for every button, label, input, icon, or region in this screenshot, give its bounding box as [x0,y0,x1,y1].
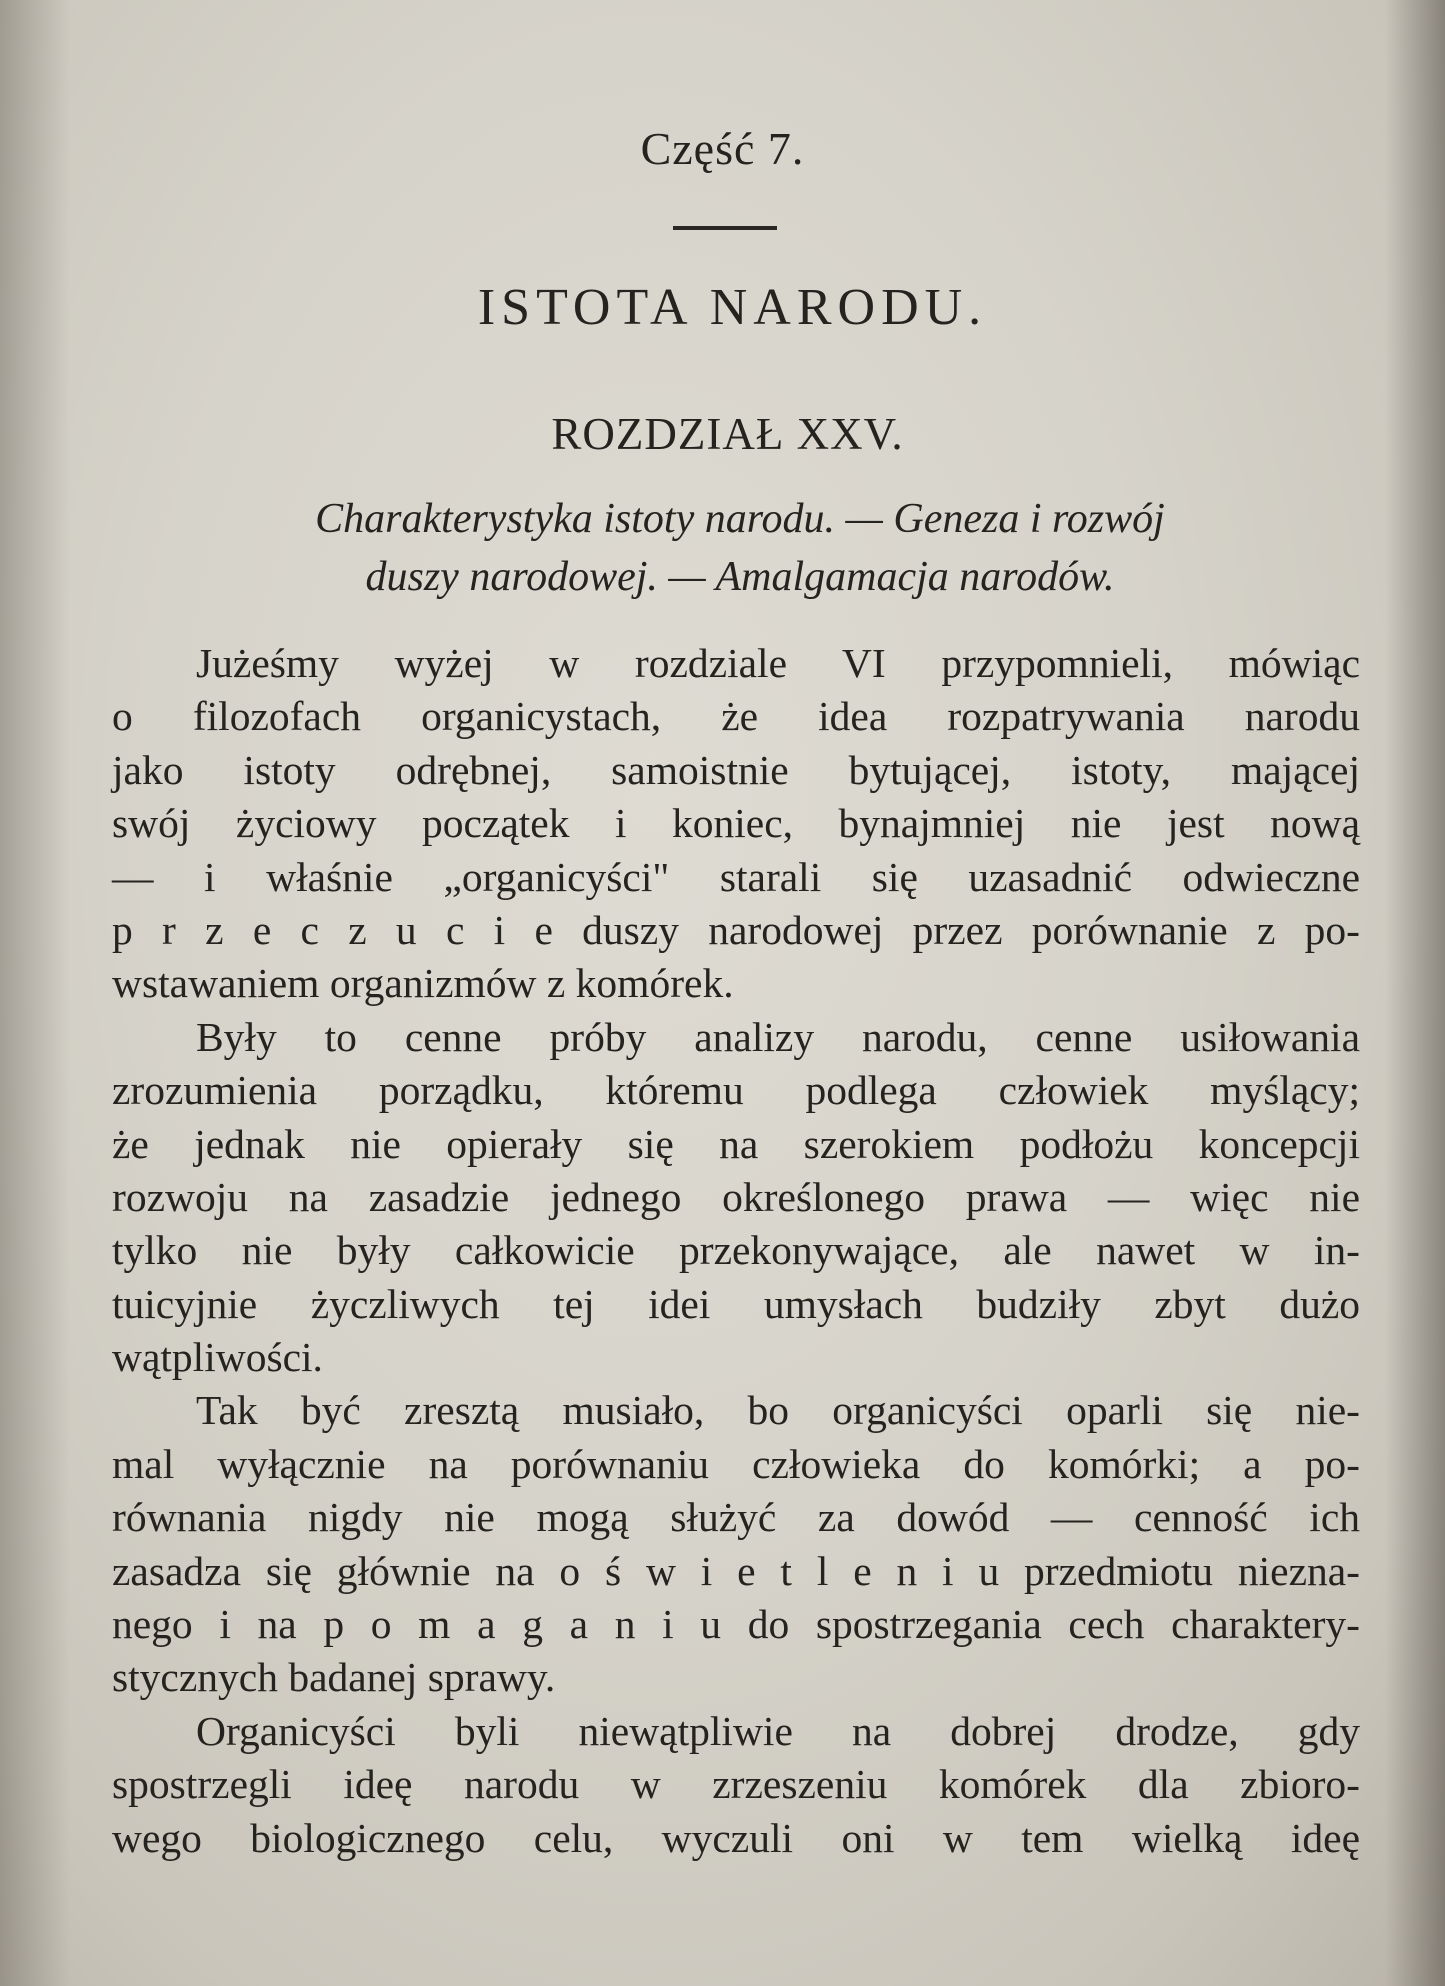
paragraph-first-line: Organicyści byli niewątpliwie na dobrej drodze, gdy [196,1707,1360,1754]
text-line: tuicyjnie życzliwych tej idei umysłach budziły zbyt dużo [112,1280,1360,1327]
body-text [112,637,1360,1865]
text-line: równania nigdy nie mogą służyć za dowód — cenność ich [112,1494,1360,1541]
summary-line: duszy narodowej. — Amalgamacja narodów. [365,554,1115,600]
paragraph-first-line: Tak być zresztą musiało, bo organicyści oparli się nie- [196,1387,1360,1434]
paragraph-first-line: Jużeśmy wyżej w rozdziale VI przypomnieli, mówiąc [196,640,1360,686]
title-divider [673,226,777,230]
paragraph-first-line: Były to cenne próby analizy narodu, cenne usiłowania [196,1013,1360,1060]
text-line: zasadza się głównie na o ś w i e t l e n i u przedmiotu niezna- [112,1547,1360,1594]
part-label: Część 7. [640,123,805,174]
text-line: wego biologicznego celu, wyczuli oni w tem wielką ideę [112,1814,1360,1861]
text-line: — i właśnie „organicyści" starali się uzasadnić odwieczne [112,853,1360,900]
text-line: jako istoty odrębnej, samoistnie bytującej, istoty, mającej [112,746,1360,793]
paragraph-last-line: wstawaniem organizmów z komórek. [112,960,734,1007]
text-line: tylko nie były całkowicie przekonywające, ale nawet w in- [112,1227,1360,1274]
text-line: mal wyłącznie na porównaniu człowieka do komórki; a po- [112,1440,1360,1487]
text-line: że jednak nie opierały się na szerokiem podłożu koncepcji [112,1120,1360,1167]
text-line: p r z e c z u c i e duszy narodowej przez porównanie z po- [112,906,1360,953]
page-title: ISTOTA NARODU. [477,279,988,336]
chapter-heading: ROZDZIAŁ XXV. [551,409,904,459]
paragraph-last-line: stycznych badanej sprawy. [112,1654,556,1701]
text-line: o filozofach organicystach, że idea rozpatrywania narodu [112,693,1360,740]
text-line: spostrzegli ideę narodu w zrzeszeniu komórek dla zbioro- [112,1761,1360,1808]
text-line: rozwoju na zasadzie jednego określonego prawa — więc nie [112,1173,1360,1220]
text-line: nego i na p o m a g a n i u do spostrzegania cech charaktery- [112,1601,1360,1648]
paragraph-last-line: wątpliwości. [112,1334,323,1381]
text-line: swój życiowy początek i koniec, bynajmniej nie jest nową [112,800,1360,847]
summary-line: Charakterystyka istoty narodu. — Geneza i rozwój [315,496,1165,542]
chapter-summary [120,490,1360,606]
text-line: zrozumienia porządku, któremu podlega człowiek myślący; [112,1067,1360,1114]
